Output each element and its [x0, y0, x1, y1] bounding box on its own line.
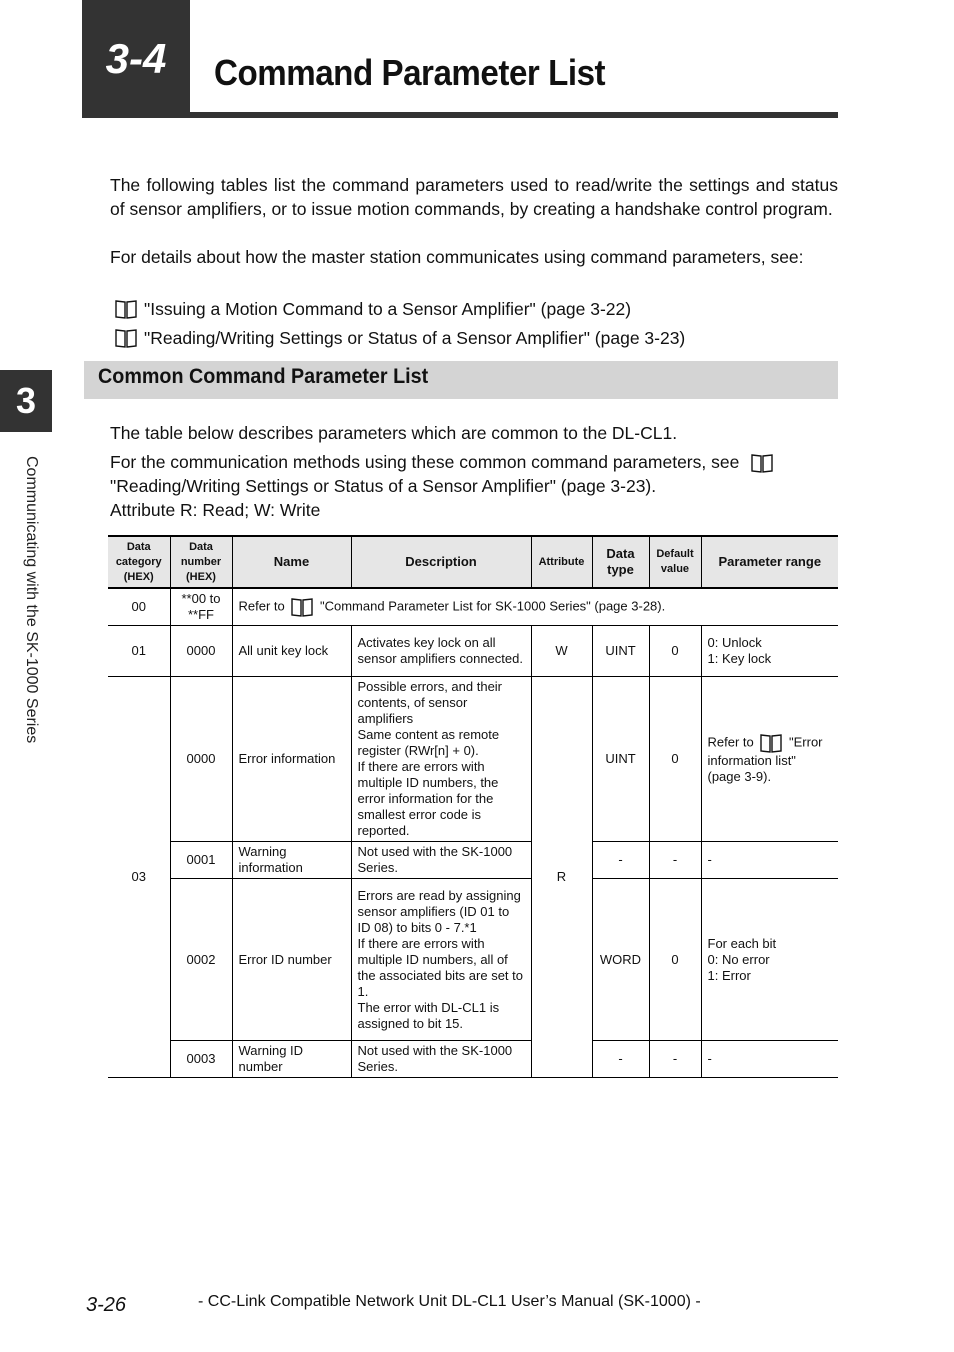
chapter-number-box [82, 0, 190, 118]
intro-paragraph-2: For details about how the master station communicates using command parameters, see: [110, 247, 804, 267]
table-row [108, 588, 838, 626]
table-row [108, 842, 838, 879]
page-title: Command Parameter List [214, 52, 606, 93]
reference-link-1[interactable] [114, 297, 631, 321]
cell-number: **00 to **FF [170, 588, 232, 626]
cell-name: Error information [232, 677, 351, 842]
chapter-number: 3-4 [105, 35, 167, 82]
refer-prefix: Refer to [707, 734, 754, 750]
reference-link-2[interactable] [114, 326, 685, 350]
cell-data-type: WORD [592, 879, 649, 1041]
book-icon [750, 453, 774, 473]
cell-description: Errors are read by assigning sensor amplifiers (ID 01 to ID 08) to bits 0 - 7.*1 If there are errors with multiple ID numbers, all of the associated bits are set to 1. The error with DL-CL1 is assigned to bit 15. [351, 879, 531, 1041]
section-paragraph-1: The table below describes parameters which are common to the DL-CL1. [110, 423, 678, 443]
header-data-type: Data type [592, 536, 649, 588]
attribute-legend: Attribute R: Read; W: Write [110, 500, 321, 520]
cell-attribute: R [531, 677, 592, 1078]
cell-description: Not used with the SK-1000 Series. [351, 842, 531, 879]
cell-number: 0001 [170, 842, 232, 879]
cell-default: - [649, 842, 701, 879]
section-reference-link[interactable]: "Reading/Writing Settings or Status of a Sensor Amplifier" (page 3-23). [110, 476, 657, 496]
title-underline [190, 112, 838, 118]
cell-range: 0: Unlock 1: Key lock [701, 626, 838, 677]
cell-name: Warning information [232, 842, 351, 879]
header-description: Description [351, 536, 531, 588]
header-name: Name [232, 536, 351, 588]
cell-default: 0 [649, 677, 701, 842]
cell-name: All unit key lock [232, 626, 351, 677]
header-default-value: Default value [649, 536, 701, 588]
table-row [108, 677, 838, 842]
cell-data-type: - [592, 1041, 649, 1078]
cell-number: 0003 [170, 1041, 232, 1078]
cell-reference [232, 588, 838, 626]
cell-description: Not used with the SK-1000 Series. [351, 1041, 531, 1078]
chapter-tab-number: 3 [15, 380, 37, 421]
footer-manual-title: - CC-Link Compatible Network Unit DL-CL1 User’s Manual (SK-1000) - [198, 1293, 701, 1310]
cell-data-type: UINT [592, 626, 649, 677]
table-header-row [108, 536, 838, 588]
book-icon [759, 733, 783, 753]
section-title: Common Command Parameter List [98, 365, 429, 388]
page-number: 3-26 [86, 1294, 127, 1316]
cell-number: 0000 [170, 677, 232, 842]
header-data-number: Data number (HEX) [170, 536, 232, 588]
table-row [108, 1041, 838, 1078]
cell-default: - [649, 1041, 701, 1078]
cell-name: Error ID number [232, 879, 351, 1041]
common-command-parameter-table [108, 535, 838, 1078]
cell-number: 0002 [170, 879, 232, 1041]
cell-data-type: UINT [592, 677, 649, 842]
cell-category: 03 [108, 677, 170, 1078]
refer-link-sk1000-list[interactable]: "Command Parameter List for SK-1000 Series" (page 3-28). [320, 598, 666, 614]
table-row [108, 879, 838, 1041]
refer-prefix: Refer to [238, 598, 285, 614]
cell-category: 01 [108, 626, 170, 677]
reference-text-1: "Issuing a Motion Command to a Sensor Amplifier" (page 3-22) [144, 299, 632, 319]
cell-range: - [701, 842, 838, 879]
chapter-tab [0, 370, 52, 432]
refer-link-error-list[interactable]: "Error information list" (page 3-9). [707, 734, 823, 784]
cell-category: 00 [108, 588, 170, 626]
cell-description: Possible errors, and their contents, of sensor amplifiers Same content as remote register (RWr[n] + 0). If there are errors with multiple ID numbers, the error information for the smallest error code is reported. [351, 677, 531, 842]
header-attribute: Attribute [531, 536, 592, 588]
cell-number: 0000 [170, 626, 232, 677]
book-icon [114, 299, 138, 319]
section-paragraph-2-a: For the communication methods using these common command parameters, see [110, 452, 740, 472]
book-icon [290, 597, 314, 617]
book-icon [114, 328, 138, 348]
cell-name: Warning ID number [232, 1041, 351, 1078]
cell-attribute: W [531, 626, 592, 677]
cell-range: For each bit 0: No error 1: Error [701, 879, 838, 1041]
header-data-category: Data category (HEX) [108, 536, 170, 588]
cell-data-type: - [592, 842, 649, 879]
cell-default: 0 [649, 879, 701, 1041]
cell-default: 0 [649, 626, 701, 677]
section-header [84, 361, 838, 399]
table-row [108, 626, 838, 677]
intro-paragraph-1: The following tables list the command parameters used to read/write the settings and status of sensor amplifiers, or to issue motion commands, by creating a handshake control program. [110, 175, 838, 219]
reference-text-2: "Reading/Writing Settings or Status of a Sensor Amplifier" (page 3-23) [144, 328, 686, 348]
header-parameter-range: Parameter range [701, 536, 838, 588]
chapter-side-title: Communicating with the SK-1000 Series [23, 456, 40, 744]
section-paragraph-2 [110, 450, 838, 498]
cell-range: - [701, 1041, 838, 1078]
cell-description: Activates key lock on all sensor amplifiers connected. [351, 626, 531, 677]
cell-range [701, 677, 838, 842]
